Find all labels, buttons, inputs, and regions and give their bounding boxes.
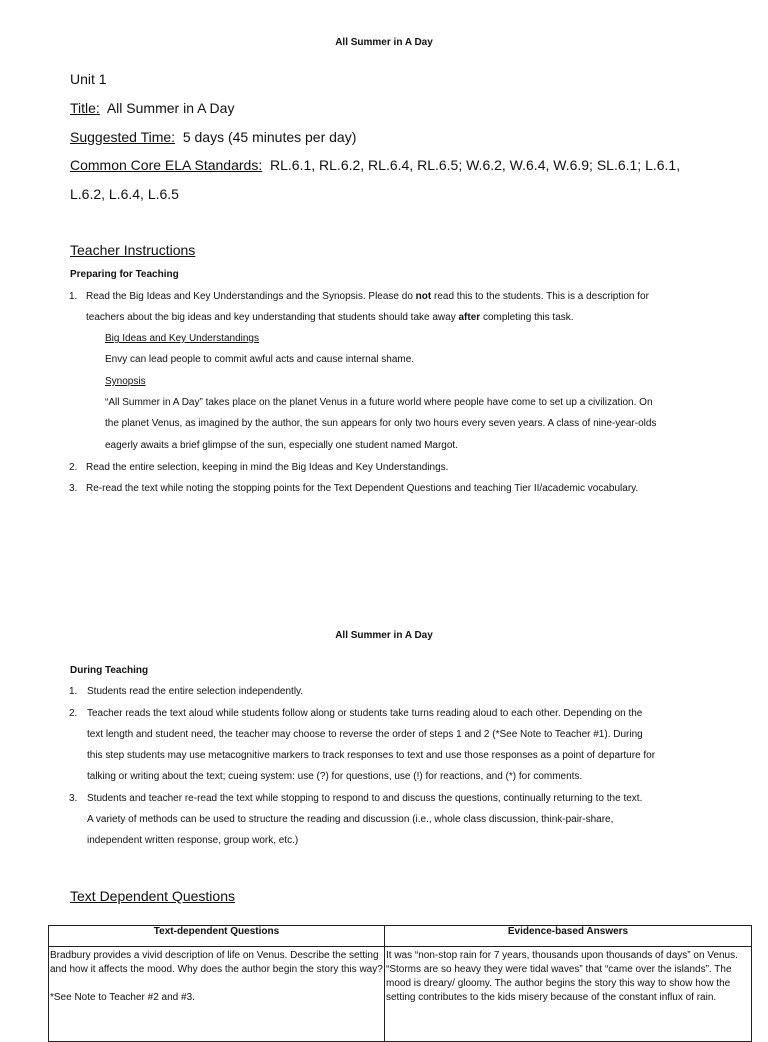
column-header: Text-dependent Questions bbox=[49, 926, 385, 947]
teacher-instructions-heading: Teacher Instructions bbox=[70, 242, 196, 258]
tdq-heading: Text Dependent Questions bbox=[70, 888, 235, 904]
big-ideas-label: Big Ideas and Key Understandings bbox=[105, 333, 259, 344]
title-label: Title: bbox=[70, 100, 100, 116]
list-item-cont bbox=[86, 312, 574, 323]
synopsis-text: eagerly awaits a brief glimpse of the sun, especially one student named Margot. bbox=[105, 440, 458, 451]
standards-label: Common Core ELA Standards: bbox=[70, 157, 263, 173]
list-item: Teacher reads the text aloud while students follow along or students take turns reading aloud to each other. Depending on the bbox=[87, 708, 643, 719]
text: Read the Big Ideas and Key Understandings and the Synopsis. Please do bbox=[86, 291, 416, 302]
tdq-table bbox=[48, 925, 752, 1042]
list-number: 2. bbox=[69, 708, 78, 719]
list-item-cont: A variety of methods can be used to structure the reading and discussion (i.e., whole class discussion, think-pair-share, bbox=[87, 814, 614, 825]
list-item bbox=[86, 291, 649, 302]
during-heading: During Teaching bbox=[70, 665, 149, 676]
unit-label: Unit 1 bbox=[70, 71, 107, 87]
list-number: 1. bbox=[69, 291, 78, 302]
synopsis-label: Synopsis bbox=[105, 376, 146, 387]
list-item-cont: talking or writing about the text; cueing system: use (?) for questions, use (!) for reactions, and (*) for comments. bbox=[87, 771, 583, 782]
list-item: Students and teacher re-read the text while stopping to respond to and discuss the questions, continually returning to the text. bbox=[87, 793, 643, 804]
list-number: 1. bbox=[69, 686, 78, 697]
text: completing this task. bbox=[480, 312, 574, 323]
list-number: 3. bbox=[69, 483, 78, 494]
time-label: Suggested Time: bbox=[70, 129, 176, 145]
standards-line-2: L.6.2, L.6.4, L.6.5 bbox=[70, 186, 179, 202]
preparing-heading: Preparing for Teaching bbox=[70, 269, 179, 280]
time-value: 5 days (45 minutes per day) bbox=[182, 129, 357, 145]
big-ideas-text: Envy can lead people to commit awful acts and cause internal shame. bbox=[105, 354, 415, 365]
list-item-cont: text length and student need, the teacher may choose to reverse the order of steps 1 and 2 (*See Note to Teacher #1). During bbox=[87, 729, 643, 740]
time-line bbox=[70, 129, 356, 145]
table-cell bbox=[49, 947, 385, 1042]
list-item: Re-read the text while noting the stopping points for the Text Dependent Questions and teaching Tier II/academic vocabulary. bbox=[86, 483, 639, 494]
list-item: Students read the entire selection independently. bbox=[87, 686, 304, 697]
table-row bbox=[49, 947, 752, 1042]
emphasis: after bbox=[458, 312, 481, 323]
table-header-row bbox=[49, 926, 752, 947]
question-text: Bradbury provides a vivid description of life on Venus. Describe the setting and how it affects the mood. Why does the author begin the story this way? bbox=[50, 950, 383, 975]
page-header: All Summer in A Day bbox=[335, 630, 433, 641]
list-item-cont: this step students may use metacognitive markers to track responses to text and use those responses as a point of departure for bbox=[87, 750, 656, 761]
list-number: 3. bbox=[69, 793, 78, 804]
emphasis: not bbox=[415, 291, 432, 302]
standards-line bbox=[70, 157, 680, 173]
list-item-cont: independent written response, group work, etc.) bbox=[87, 835, 299, 846]
table-cell: It was “non-stop rain for 7 years, thousands upon thousands of days” on Venus. “Storms are so heavy they were tidal waves” that “came over the islands”. The mood is dreary/ gloomy. The author begins the story this way to show how the setting contributes to the kids misery because of the constant influx of rain. bbox=[385, 947, 752, 1042]
note-text: *See Note to Teacher #2 and #3. bbox=[50, 992, 195, 1003]
text: teachers about the big ideas and key understanding that students should take away bbox=[86, 312, 459, 323]
list-item: Read the entire selection, keeping in mind the Big Ideas and Key Understandings. bbox=[86, 462, 449, 473]
title-value: All Summer in A Day bbox=[106, 100, 235, 116]
column-header: Evidence-based Answers bbox=[385, 926, 752, 947]
standards-value: RL.6.1, RL.6.2, RL.6.4, RL.6.5; W.6.2, W.6.4, W.6.9; SL.6.1; L.6.1, bbox=[270, 157, 681, 173]
page-header: All Summer in A Day bbox=[335, 37, 433, 48]
synopsis-text: the planet Venus, as imagined by the author, the sun appears for only two hours every seven years. A class of nine-year-olds bbox=[105, 418, 657, 429]
synopsis-text: “All Summer in A Day” takes place on the planet Venus in a future world where people have come to set up a civilization. On bbox=[105, 397, 653, 408]
list-number: 2. bbox=[69, 462, 78, 473]
title-line bbox=[70, 100, 234, 116]
text: read this to the students. This is a description for bbox=[431, 291, 649, 302]
